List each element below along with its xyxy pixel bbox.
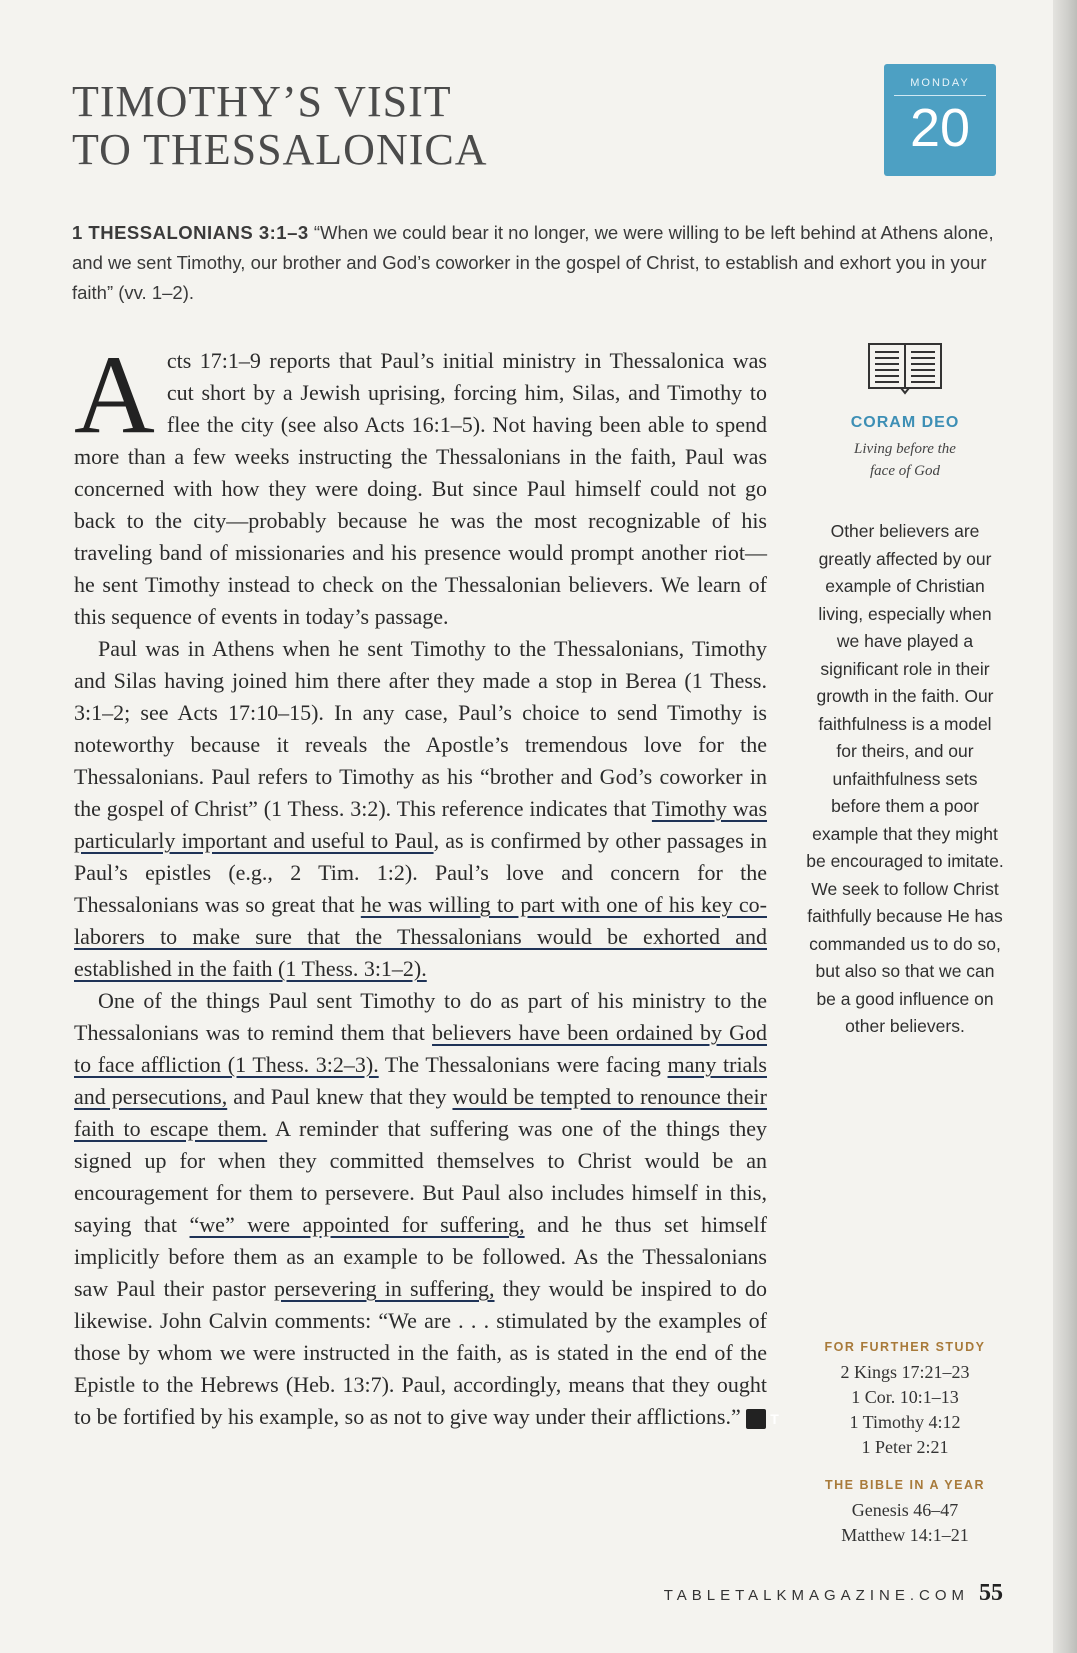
p2-text-b: , as is confirmed by other passages in Paul’s epistles (e.g., 2 Tim. 1:2). Paul’s love and concern for the Thessalonians was so great that (74, 828, 767, 917)
coram-deo-subtitle (800, 438, 1010, 482)
day-number: 20 (909, 98, 971, 158)
p3-text-c: and Paul knew that they (227, 1084, 453, 1109)
reading-ref: Matthew 14:1–21 (841, 1525, 969, 1545)
tabletalk-end-mark-icon: T (746, 1409, 766, 1429)
further-study-heading: FOR FURTHER STUDY (824, 1340, 986, 1354)
title-line-1: TIMOTHY’S VISIT (72, 77, 452, 126)
p3-text-f: they would be inspired to do likewise. John Calvin comments: “We are . . . stimulated by the examples of those by whom we were instructed in the faith, as is stated in the end of the Epistle to the Hebrews (Heb. 13:7). Paul, accordingly, means that they ought to be fortified by his example, so as not to give way under their afflictions.” (74, 1276, 767, 1429)
further-study-section (800, 1340, 1010, 1460)
p3-text-d: A reminder that suffering was one of the things they signed up for when they committed themselves to Christ would be an encouragement for them to persevere. But Paul also includes himself in this, saying that (74, 1116, 767, 1237)
study-ref: 1 Cor. 10:1–13 (851, 1387, 959, 1407)
study-ref: 1 Timothy 4:12 (849, 1412, 961, 1432)
further-study-list (800, 1360, 1010, 1460)
bible-in-a-year-list (800, 1498, 1010, 1548)
footer-site: TABLETALKMAGAZINE.COM (663, 1587, 969, 1604)
bible-in-a-year-section (800, 1478, 1010, 1548)
scripture-reference: 1 THESSALONIANS 3:1–3 (72, 222, 309, 243)
paragraph-3 (74, 985, 779, 1433)
title-line-2: TO THESSALONICA (72, 125, 488, 174)
coram-deo-title: CORAM DEO (850, 414, 960, 431)
study-ref: 2 Kings 17:21–23 (840, 1362, 970, 1382)
open-book-icon (865, 340, 945, 396)
p3-text-a: One of the things Paul sent Timothy to do as part of his ministry to the Thessalonians was to remind them that (74, 988, 767, 1045)
subtitle-line-1: Living before the (854, 441, 956, 457)
coram-deo-text: Other believers are greatly affected by our example of Christian living, especially when we have played a significant role in their growth in the faith. Our faithfulness is a model for theirs, and our unfaithfulness sets before them a poor example that they might be encouraged to imitate. We seek to follow Christ faithfully because He has commanded us to do so, but also so that we can be a good influence on other believers. (806, 521, 1004, 1036)
p3-underlined-5: persevering in suffering, (273, 1276, 495, 1301)
article-body (74, 333, 779, 1433)
scripture-text: “When we could bear it no longer, we were willing to be left behind at Athens alone, and we sent Timothy, our brother and God’s coworker in the gospel of Christ, to establish and exhort you in your faith” (vv. 1–2). (72, 222, 994, 303)
date-badge (884, 64, 996, 176)
badge-divider (894, 95, 986, 96)
subtitle-line-2: face of God (870, 463, 940, 479)
paragraph-2 (74, 633, 767, 985)
p3-underlined-1: believers have been ordained by God to face affliction (1 Thess. 3:2–3). (74, 1020, 767, 1077)
bible-in-a-year-heading: THE BIBLE IN A YEAR (825, 1478, 985, 1492)
page-number: 55 (979, 1580, 1003, 1606)
paragraph-1-text: cts 17:1–9 reports that Paul’s initial ministry in Thessalonica was cut short by a Jewish uprising, forcing him, Silas, and Timothy to flee the city (see also Acts 16:1–5). Not having been able to spend more than a few weeks instructing the Thessalonians in the faith, Paul was concerned with how they were doing. But since Paul himself could not go back to the city—probably because he was the most recognizable of his traveling band of missionaries and his presence would prompt another riot—he sent Timothy instead to check on the Thessalonian believers. We learn of this sequence of events in today’s passage. (74, 348, 767, 629)
p3-underlined-2: many trials and persecutions, (74, 1052, 767, 1109)
reading-ref: Genesis 46–47 (851, 1500, 959, 1520)
p2-text-a: Paul was in Athens when he sent Timothy to the Thessalonians, Timothy and Silas having joined him there after they made a stop in Berea (1 Thess. 3:1–2; see Acts 17:10–15). In any case, Paul’s choice to send Timothy is noteworthy because it reveals the Apostle’s tremendous love for the Thessalonians. Paul refers to Timothy as his “brother and God’s coworker in the gospel of Christ” (1 Thess. 3:2). This reference indicates that (74, 636, 767, 821)
study-ref: 1 Peter 2:21 (861, 1437, 949, 1457)
drop-cap: A (74, 333, 155, 457)
p2-underlined-1: Timothy was particularly important and useful to Paul (74, 796, 768, 853)
p3-text-b: The Thessalonians were facing (378, 1052, 668, 1077)
page-footer (664, 1580, 1003, 1607)
page-edge (1053, 0, 1077, 1653)
p3-underlined-3: would be tempted to renounce their faith to escape them. (74, 1084, 767, 1141)
coram-deo-sidebar (800, 340, 1010, 1041)
weekday-label: MONDAY (910, 77, 970, 89)
p3-text-e: and he thus set himself implicitly before them as an example to be followed. As the Thessalonians saw Paul their pastor (74, 1212, 767, 1301)
p3-underlined-4: “we” were appointed for suffering, (189, 1212, 525, 1237)
page-title (72, 78, 488, 174)
p2-underlined-2: he was willing to part with one of his key co-laborers to make sure that the Thessalonians would be exhorted and established in the faith (1 Thess. 3:1–2). (74, 892, 767, 981)
scripture-passage (72, 218, 1007, 308)
paragraph-1 (74, 333, 767, 633)
